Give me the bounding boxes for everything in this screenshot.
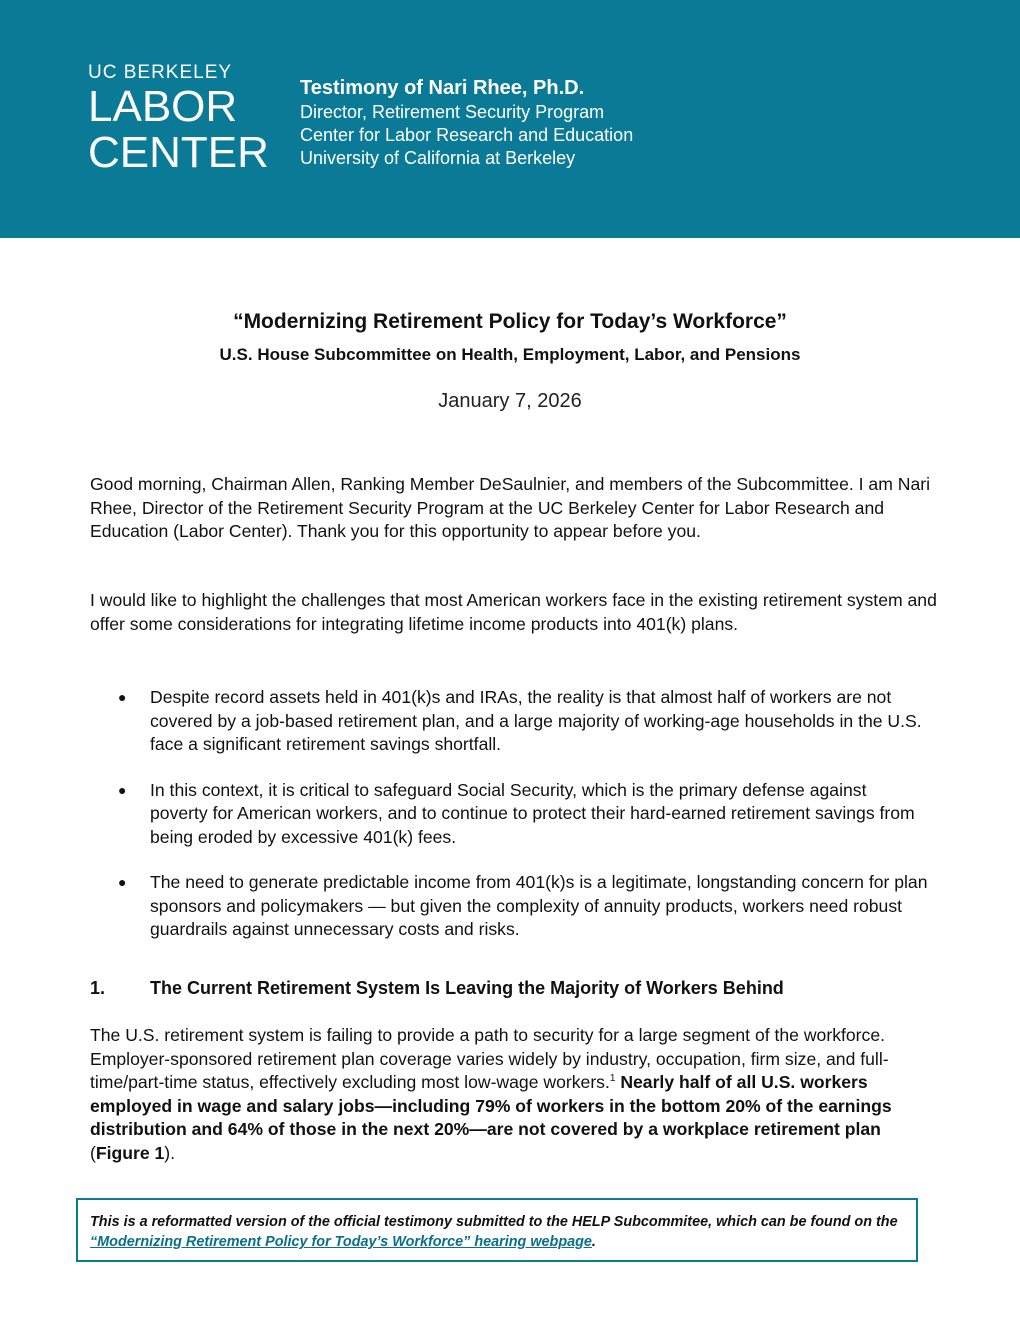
logo-line-1: UC BERKELEY bbox=[88, 62, 233, 83]
author-block bbox=[300, 75, 633, 170]
document-date: January 7, 2026 bbox=[438, 390, 582, 412]
section-heading bbox=[90, 978, 784, 999]
list-item-text: In this context, it is critical to safeguard Social Security, which is the primary defense against poverty for American workers, and to continue to protect their hard-earned retirement savings from being eroded by excessive 401(k) fees. bbox=[150, 779, 915, 847]
author-title: Director, Retirement Security Program bbox=[300, 102, 605, 122]
author-center: Center for Labor Research and Education bbox=[300, 125, 634, 145]
note-end: . bbox=[591, 1234, 596, 1250]
logo-line-3: CENTER bbox=[88, 128, 269, 177]
footnote-marker[interactable]: 1 bbox=[609, 1073, 616, 1085]
figure-reference: Figure 1 bbox=[95, 1142, 165, 1163]
list-item bbox=[118, 779, 928, 850]
section-paragraph bbox=[90, 1024, 940, 1165]
note-text: This is a reformatted version of the official testimony submitted to the HELP Subcommitee, which can be found on the bbox=[90, 1214, 898, 1230]
section-text: The U.S. retirement system is failing to provide a path to security for a large segment of the workforce. Employer-sponsored retirement plan coverage varies widely by industry, occupation, firm size, and full-time/part-time status, effectively excluding most low-wage workers. bbox=[90, 1025, 889, 1092]
section-number: 1. bbox=[90, 978, 106, 998]
bullet-icon: ● bbox=[118, 781, 127, 798]
paragraph-intro: I would like to highlight the challenges that most American workers face in the existing retirement system and offer some considerations for integrating lifetime income products into 401(k) plans. bbox=[90, 590, 937, 634]
key-points-list bbox=[118, 686, 928, 964]
author-university: University of California at Berkeley bbox=[300, 148, 576, 168]
bullet-icon: ● bbox=[118, 874, 127, 890]
author-name: Testimony of Nari Rhee, Ph.D. bbox=[300, 77, 585, 99]
list-item-text: The need to generate predictable income from 401(k)s is a legitimate, longstanding concern for plan sponsors and policymakers — but given the complexity of annuity products, workers need robust guardrails against unnecessary costs and risks. bbox=[150, 872, 928, 939]
paragraph-greeting: Good morning, Chairman Allen, Ranking Member DeSaulnier, and members of the Subcommittee. I am Nari Rhee, Director of the Retirement Security Program at the UC Berkeley Center for Labor Research and Education (Labor Center). Thank you for this opportunity to appear before you. bbox=[90, 474, 930, 541]
section-bold-text: Nearly half of all U.S. workers employed in wage and salary jobs—including 79% of workers in the bottom 20% of the earnings distribution and 64% of those in the next 20%—are not covered by a workplace retirement plan bbox=[90, 1072, 892, 1139]
list-item bbox=[118, 871, 928, 942]
reformatted-note-box bbox=[76, 1198, 918, 1262]
bullet-icon: ● bbox=[118, 689, 127, 705]
figure-ref-open: ( bbox=[90, 1142, 96, 1163]
labor-center-logo bbox=[88, 62, 269, 176]
list-item-text: Despite record assets held in 401(k)s and IRAs, the reality is that almost half of workers are not covered by a job-based retirement plan, and a large majority of working-age households in the U.S. face a significant retirement savings shortfall. bbox=[150, 687, 922, 754]
document-subtitle: U.S. House Subcommittee on Health, Employment, Labor, and Pensions bbox=[219, 345, 801, 364]
document-title: “Modernizing Retirement Policy for Today’s Workforce” bbox=[233, 310, 787, 333]
logo-line-2: LABOR bbox=[88, 82, 238, 131]
list-item bbox=[118, 686, 928, 757]
section-title: The Current Retirement System Is Leaving the Majority of Workers Behind bbox=[150, 978, 784, 998]
figure-ref-close: ). bbox=[164, 1142, 176, 1163]
hearing-webpage-link[interactable]: “Modernizing Retirement Policy for Today’s Workforce” hearing webpage bbox=[90, 1234, 592, 1250]
header-banner bbox=[0, 0, 1020, 238]
